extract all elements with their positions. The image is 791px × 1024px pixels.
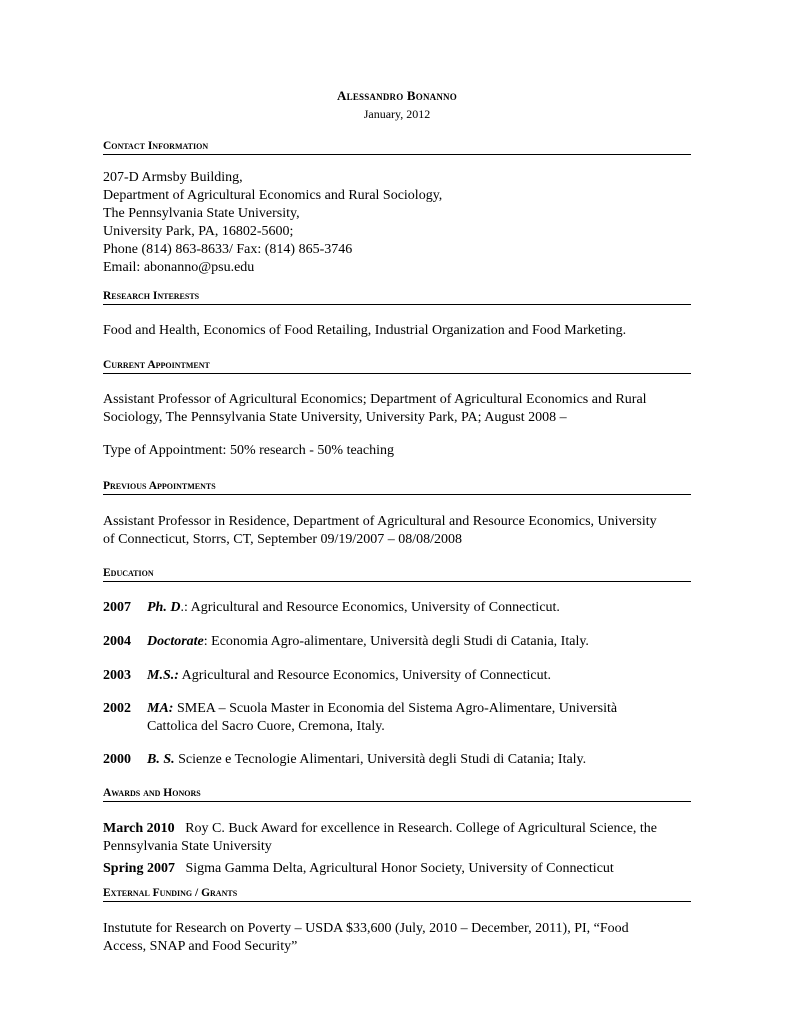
contact-line: University Park, PA, 16802-5600;: [103, 224, 294, 239]
contact-line: 207-D Armsby Building,: [103, 170, 243, 185]
education-detail: Agricultural and Resource Economics, University of Connecticut.: [190, 600, 560, 615]
current-appointment-heading: Current Appointment: [103, 358, 691, 374]
education-year: 2007: [103, 600, 131, 615]
award-item: [103, 820, 691, 856]
education-detail: Scienze e Tecnologie Alimentari, Università degli Studi di Catania; Italy.: [178, 752, 587, 767]
education-year: 2000: [103, 752, 131, 767]
cv-name: Alessandro Bonanno: [337, 88, 457, 103]
funding-line: Instutute for Research on Poverty – USDA $33,600 (July, 2010 – December, 2011), PI, “Food: [103, 921, 629, 936]
current-appointment-line: Sociology, The Pennsylvania State University, University Park, PA; August 2008 –: [103, 410, 567, 425]
education-detail: Agricultural and Resource Economics, University of Connecticut.: [181, 668, 551, 683]
award-date: March 2010: [103, 821, 175, 836]
funding-line: Access, SNAP and Food Security”: [103, 939, 298, 954]
contact-line: Department of Agricultural Economics and Rural Sociology,: [103, 188, 443, 203]
cv-date: January, 2012: [363, 107, 431, 121]
current-appointment-text: [103, 391, 691, 427]
funding-text: [103, 920, 691, 956]
education-degree: B. S.: [147, 752, 175, 767]
research-text: Food and Health, Economics of Food Retailing, Industrial Organization and Food Marketing.: [103, 323, 627, 338]
education-detail: Cattolica del Sacro Cuore, Cremona, Italy.: [147, 719, 385, 734]
research-heading: Research Interests: [103, 289, 691, 305]
previous-appointment-line: of Connecticut, Storrs, CT, September 09/19/2007 – 08/08/2008: [103, 532, 463, 547]
award-date: Spring 2007: [103, 861, 175, 876]
previous-appointment-line: Assistant Professor in Residence, Department of Agricultural and Resource Economics, University: [103, 514, 657, 529]
appointment-type: Type of Appointment: 50% research - 50% teaching: [103, 443, 394, 458]
education-heading: Education: [103, 566, 691, 582]
contact-block: [103, 169, 691, 277]
education-degree: Doctorate: [147, 634, 204, 649]
education-detail: SMEA – Scuola Master in Economia del Sistema Agro-Alimentare, Università: [176, 701, 618, 716]
education-year: 2002: [103, 701, 131, 716]
previous-appointments-heading: Previous Appointments: [103, 479, 691, 495]
award-item: [103, 860, 691, 878]
education-year: 2004: [103, 634, 131, 649]
contact-line: Phone (814) 863-8633/ Fax: (814) 865-3746: [103, 242, 353, 257]
education-year: 2003: [103, 668, 131, 683]
award-detail: Roy C. Buck Award for excellence in Research. College of Agricultural Science, the: [185, 821, 658, 836]
contact-email: Email: abonanno@psu.edu: [103, 260, 255, 275]
award-detail: Sigma Gamma Delta, Agricultural Honor Society, University of Connecticut: [185, 861, 614, 876]
awards-heading: Awards and Honors: [103, 786, 691, 802]
education-degree: MA:: [147, 701, 174, 716]
contact-heading: Contact Information: [103, 139, 691, 155]
current-appointment-line: Assistant Professor of Agricultural Economics; Department of Agricultural Economics and Rural: [103, 392, 647, 407]
previous-appointments-text: [103, 513, 691, 549]
funding-heading: External Funding / Grants: [103, 886, 691, 902]
education-detail: Economia Agro-alimentare, Università degli Studi di Catania, Italy.: [211, 634, 589, 649]
award-detail: Pennsylvania State University: [103, 839, 272, 854]
education-degree: Ph. D: [147, 600, 181, 615]
contact-line: The Pennsylvania State University,: [103, 206, 300, 221]
education-degree: M.S.:: [147, 668, 179, 683]
